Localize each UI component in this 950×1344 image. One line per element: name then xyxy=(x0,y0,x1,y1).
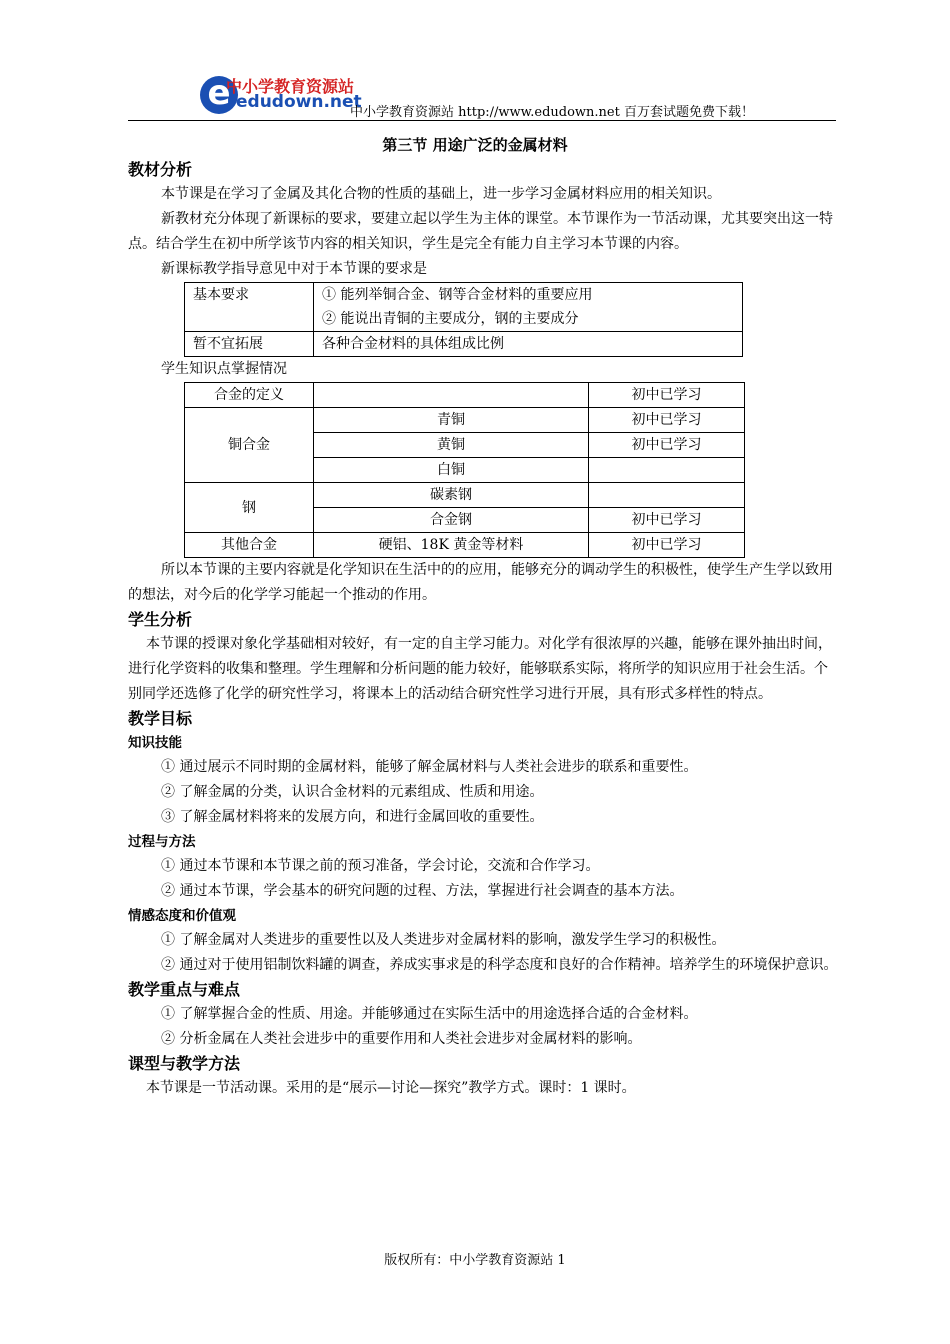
table-cell: 其他合金 xyxy=(185,533,314,558)
table-cell: 青铜 xyxy=(314,408,589,433)
table-cell: 初中已学习 xyxy=(589,383,745,408)
section-heading-student: 学生分析 xyxy=(128,610,193,629)
paragraph: 本节课是在学习了金属及其化合物的性质的基础上，进一步学习金属材料应用的相关知识。 xyxy=(161,186,721,202)
subheading-knowledge: 知识技能 xyxy=(128,735,182,751)
paragraph: 本节课是一节活动课。采用的是“展示—讨论—探究”教学方式。课时：1 课时。 xyxy=(146,1080,636,1096)
section-heading-method: 课型与教学方法 xyxy=(128,1054,241,1073)
table-cell: 初中已学习 xyxy=(589,533,745,558)
list-item: ② 通过本节课，学会基本的研究问题的过程、方法，掌握进行社会调查的基本方法。 xyxy=(161,883,684,899)
table-cell: 初中已学习 xyxy=(589,508,745,533)
subheading-process: 过程与方法 xyxy=(128,834,196,850)
list-item: ① 通过本节课和本节课之前的预习准备，学会讨论，交流和合作学习。 xyxy=(161,858,600,874)
table-cell: 黄铜 xyxy=(314,433,589,458)
paragraph: 学生知识点掌握情况 xyxy=(161,361,287,377)
table-cell: 铜合金 xyxy=(185,408,314,483)
table-cell: 钢 xyxy=(185,483,314,533)
header-text: 中小学教育资源站 http://www.edudown.net 百万套试题免费下载！ xyxy=(350,105,754,120)
list-item: ② 了解金属的分类，认识合金材料的元素组成、性质和用途。 xyxy=(161,784,544,800)
table-cell: 白铜 xyxy=(314,458,589,483)
list-item: ② 通过对于使用铝制饮料罐的调查，养成实事求是的科学态度和良好的合作精神。培养学生的环境保护意识。 xyxy=(161,957,838,973)
table-cell: 初中已学习 xyxy=(589,408,745,433)
table-cell: ② 能说出青铜的主要成分，钢的主要成分 xyxy=(314,307,743,332)
table-cell: 硬铝、18K 黄金等材料 xyxy=(314,533,589,558)
page-footer: 版权所有：中小学教育资源站 1 xyxy=(384,1253,566,1268)
table-cell: 碳素钢 xyxy=(314,483,589,508)
table-cell: 合金的定义 xyxy=(185,383,314,408)
list-item: ① 通过展示不同时期的金属材料，能够了解金属材料与人类社会进步的联系和重要性。 xyxy=(161,759,698,775)
paragraph: 新教材充分体现了新课标的要求，要建立起以学生为主体的课堂。本节课作为一节活动课，尤其要突出这一特点。结合学生在初中所学该节内容的相关知识，学生是完全有能力自主学习本节课的内容。 xyxy=(128,211,833,252)
section-heading-textbook: 教材分析 xyxy=(128,160,193,179)
header-divider xyxy=(128,120,836,121)
page-title: 第三节 用途广泛的金属材料 xyxy=(382,136,568,154)
logo-english-text: edudown.net xyxy=(236,92,362,112)
logo-chinese-text: 中小学教育资源站 xyxy=(226,77,355,96)
paragraph: 本节课的授课对象化学基础相对较好，有一定的自主学习能力。对化学有很浓厚的兴趣，能够在课外抽出时间，进行化学资料的收集和整理。学生理解和分析问题的能力较好，能够联系实际，将所学的知识应用于社会生活。个别同学还选修了化学的研究性学习，将课本上的活动结合研究性学习进行开展，具有形式多样性的特点。 xyxy=(128,636,832,702)
table-cell: 合金钢 xyxy=(314,508,589,533)
list-item: ① 了解金属对人类进步的重要性以及人类进步对金属材料的影响，激发学生学习的积极性。 xyxy=(161,932,726,948)
section-heading-focus: 教学重点与难点 xyxy=(128,980,241,999)
site-logo xyxy=(200,73,362,114)
table-cell: 初中已学习 xyxy=(589,433,745,458)
knowledge-table xyxy=(184,382,745,558)
requirements-table xyxy=(184,282,743,357)
table-cell xyxy=(589,483,745,508)
table-cell: 各种合金材料的具体组成比例 xyxy=(314,332,743,357)
table-cell: 基本要求 xyxy=(185,283,314,332)
table-cell: ① 能列举铜合金、钢等合金材料的重要应用 xyxy=(314,283,743,308)
list-item: ① 了解掌握合金的性质、用途。并能够通过在实际生活中的用途选择合适的合金材料。 xyxy=(161,1006,698,1022)
table-cell xyxy=(314,383,589,408)
table-cell xyxy=(589,458,745,483)
list-item: ② 分析金属在人类社会进步中的重要作用和人类社会进步对金属材料的影响。 xyxy=(161,1031,642,1047)
logo-e-icon: e xyxy=(200,76,238,114)
section-heading-objectives: 教学目标 xyxy=(128,709,193,728)
paragraph: 新课标教学指导意见中对于本节课的要求是 xyxy=(161,261,427,277)
subheading-attitude: 情感态度和价值观 xyxy=(128,908,236,924)
paragraph: 所以本节课的主要内容就是化学知识在生活中的的应用，能够充分的调动学生的积极性，使学生产生学以致用的想法，对今后的化学学习能起一个推动的作用。 xyxy=(128,562,833,603)
table-cell: 暂不宜拓展 xyxy=(185,332,314,357)
document-body xyxy=(128,158,838,1101)
list-item: ③ 了解金属材料将来的发展方向，和进行金属回收的重要性。 xyxy=(161,809,544,825)
